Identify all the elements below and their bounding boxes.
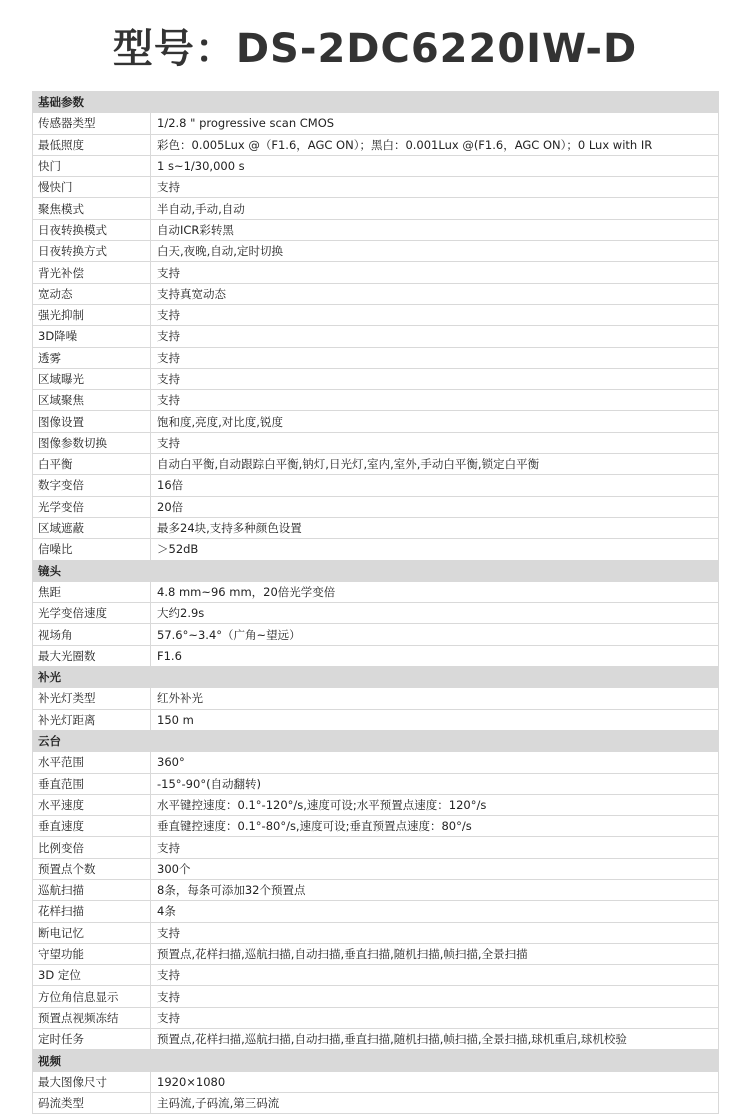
- param-name: 区域聚焦: [33, 390, 151, 411]
- section-header: [33, 730, 719, 751]
- param-value: 支持真宽动态: [151, 283, 719, 304]
- param-name: 定时任务: [33, 1029, 151, 1050]
- param-name: 比例变倍: [33, 837, 151, 858]
- table-row: [33, 922, 719, 943]
- section-header: [33, 1050, 719, 1071]
- param-name: 3D降噪: [33, 326, 151, 347]
- param-value: 半自动,手动,自动: [151, 198, 719, 219]
- param-value: 支持: [151, 177, 719, 198]
- table-row: [33, 496, 719, 517]
- table-row: [33, 986, 719, 1007]
- param-value: 4条: [151, 901, 719, 922]
- param-name: 断电记忆: [33, 922, 151, 943]
- param-value: 预置点,花样扫描,巡航扫描,自动扫描,垂直扫描,随机扫描,帧扫描,全景扫描,球机重启,球机校验: [151, 1029, 719, 1050]
- param-name: 花样扫描: [33, 901, 151, 922]
- section-header: [33, 667, 719, 688]
- param-value: 支持: [151, 922, 719, 943]
- param-value: 4.8 mm~96 mm，20倍光学变倍: [151, 581, 719, 602]
- table-row: [33, 837, 719, 858]
- table-row: [33, 134, 719, 155]
- param-value: 300个: [151, 858, 719, 879]
- param-value: 支持: [151, 390, 719, 411]
- page-title: 型号：DS-2DC6220IW-D: [112, 26, 638, 72]
- param-value: F1.6: [151, 645, 719, 666]
- table-row: [33, 1029, 719, 1050]
- table-row: [33, 304, 719, 325]
- table-row: [33, 539, 719, 560]
- param-value: ＞52dB: [151, 539, 719, 560]
- table-row: [33, 752, 719, 773]
- table-row: [33, 1071, 719, 1092]
- param-name: 图像参数切换: [33, 432, 151, 453]
- table-row: [33, 581, 719, 602]
- table-row: [33, 603, 719, 624]
- table-row: [33, 219, 719, 240]
- param-value: 垂直键控速度：0.1°-80°/s,速度可设;垂直预置点速度：80°/s: [151, 816, 719, 837]
- param-name: 日夜转换模式: [33, 219, 151, 240]
- param-value: 150 m: [151, 709, 719, 730]
- param-name: 透雾: [33, 347, 151, 368]
- section-title: 补光: [33, 667, 151, 688]
- section-title: 镜头: [33, 560, 151, 581]
- param-name: 补光灯距离: [33, 709, 151, 730]
- table-row: [33, 390, 719, 411]
- param-name: 巡航扫描: [33, 879, 151, 900]
- table-row: [33, 965, 719, 986]
- section-header: [33, 92, 719, 113]
- param-name: 快门: [33, 155, 151, 176]
- table-row: [33, 624, 719, 645]
- section-spacer: [151, 1050, 719, 1071]
- table-row: [33, 368, 719, 389]
- table-row: [33, 475, 719, 496]
- param-name: 最低照度: [33, 134, 151, 155]
- param-name: 焦距: [33, 581, 151, 602]
- table-row: [33, 645, 719, 666]
- param-name: 垂直范围: [33, 773, 151, 794]
- table-row: [33, 901, 719, 922]
- section-header: [33, 560, 719, 581]
- param-value: -15°-90°(自动翻转): [151, 773, 719, 794]
- param-value: 1/2.8 " progressive scan CMOS: [151, 113, 719, 134]
- section-spacer: [151, 667, 719, 688]
- param-name: 数字变倍: [33, 475, 151, 496]
- param-name: 光学变倍速度: [33, 603, 151, 624]
- param-name: 水平范围: [33, 752, 151, 773]
- table-row: [33, 283, 719, 304]
- param-value: 支持: [151, 262, 719, 283]
- param-name: 最大图像尺寸: [33, 1071, 151, 1092]
- param-value: 8条，每条可添加32个预置点: [151, 879, 719, 900]
- table-row: [33, 1007, 719, 1028]
- param-value: 水平键控速度：0.1°-120°/s,速度可设;水平预置点速度：120°/s: [151, 794, 719, 815]
- param-name: 视场角: [33, 624, 151, 645]
- param-name: 预置点个数: [33, 858, 151, 879]
- param-value: 支持: [151, 432, 719, 453]
- param-value: 饱和度,亮度,对比度,锐度: [151, 411, 719, 432]
- param-value: 白天,夜晚,自动,定时切换: [151, 241, 719, 262]
- param-value: 支持: [151, 368, 719, 389]
- param-value: 预置点,花样扫描,巡航扫描,自动扫描,垂直扫描,随机扫描,帧扫描,全景扫描: [151, 943, 719, 964]
- param-name: 传感器类型: [33, 113, 151, 134]
- spec-table-body: [33, 92, 719, 1114]
- table-row: [33, 1092, 719, 1113]
- table-row: [33, 155, 719, 176]
- param-value: 支持: [151, 965, 719, 986]
- table-row: [33, 411, 719, 432]
- param-name: 区域遮蔽: [33, 517, 151, 538]
- spec-table: [32, 91, 719, 1114]
- param-value: 1920×1080: [151, 1071, 719, 1092]
- param-value: 20倍: [151, 496, 719, 517]
- table-row: [33, 773, 719, 794]
- param-name: 慢快门: [33, 177, 151, 198]
- section-title: 云台: [33, 730, 151, 751]
- param-value: 360°: [151, 752, 719, 773]
- param-value: 支持: [151, 347, 719, 368]
- param-name: 光学变倍: [33, 496, 151, 517]
- param-value: 支持: [151, 1007, 719, 1028]
- table-row: [33, 709, 719, 730]
- param-value: 彩色：0.005Lux @（F1.6，AGC ON）；黑白：0.001Lux @(F1.6，AGC ON）；0 Lux with IR: [151, 134, 719, 155]
- param-value: 支持: [151, 326, 719, 347]
- param-name: 最大光圈数: [33, 645, 151, 666]
- table-row: [33, 688, 719, 709]
- param-name: 信噪比: [33, 539, 151, 560]
- param-value: 主码流,子码流,第三码流: [151, 1092, 719, 1113]
- table-row: [33, 816, 719, 837]
- table-row: [33, 517, 719, 538]
- param-name: 背光补偿: [33, 262, 151, 283]
- section-title: 视频: [33, 1050, 151, 1071]
- param-name: 预置点视频冻结: [33, 1007, 151, 1028]
- param-name: 守望功能: [33, 943, 151, 964]
- param-value: 最多24块,支持多种颜色设置: [151, 517, 719, 538]
- param-value: 自动ICR彩转黑: [151, 219, 719, 240]
- param-value: 支持: [151, 837, 719, 858]
- table-row: [33, 347, 719, 368]
- param-value: 大约2.9s: [151, 603, 719, 624]
- section-title: 基础参数: [33, 92, 151, 113]
- param-name: 补光灯类型: [33, 688, 151, 709]
- table-row: [33, 858, 719, 879]
- table-row: [33, 241, 719, 262]
- param-name: 聚焦模式: [33, 198, 151, 219]
- param-value: 支持: [151, 986, 719, 1007]
- section-spacer: [151, 560, 719, 581]
- param-value: 57.6°~3.4°（广角~望远）: [151, 624, 719, 645]
- table-row: [33, 794, 719, 815]
- table-row: [33, 177, 719, 198]
- section-spacer: [151, 92, 719, 113]
- table-row: [33, 879, 719, 900]
- table-row: [33, 326, 719, 347]
- param-name: 图像设置: [33, 411, 151, 432]
- table-row: [33, 432, 719, 453]
- table-row: [33, 113, 719, 134]
- param-value: 支持: [151, 304, 719, 325]
- param-name: 3D 定位: [33, 965, 151, 986]
- table-row: [33, 198, 719, 219]
- table-row: [33, 262, 719, 283]
- param-name: 区域曝光: [33, 368, 151, 389]
- param-value: 1 s~1/30,000 s: [151, 155, 719, 176]
- param-name: 方位角信息显示: [33, 986, 151, 1007]
- param-value: 红外补光: [151, 688, 719, 709]
- section-spacer: [151, 730, 719, 751]
- param-name: 日夜转换方式: [33, 241, 151, 262]
- param-value: 自动白平衡,自动跟踪白平衡,钠灯,日光灯,室内,室外,手动白平衡,锁定白平衡: [151, 454, 719, 475]
- param-value: 16倍: [151, 475, 719, 496]
- param-name: 码流类型: [33, 1092, 151, 1113]
- param-name: 白平衡: [33, 454, 151, 475]
- param-name: 水平速度: [33, 794, 151, 815]
- table-row: [33, 943, 719, 964]
- param-name: 宽动态: [33, 283, 151, 304]
- param-name: 垂直速度: [33, 816, 151, 837]
- table-row: [33, 454, 719, 475]
- param-name: 强光抑制: [33, 304, 151, 325]
